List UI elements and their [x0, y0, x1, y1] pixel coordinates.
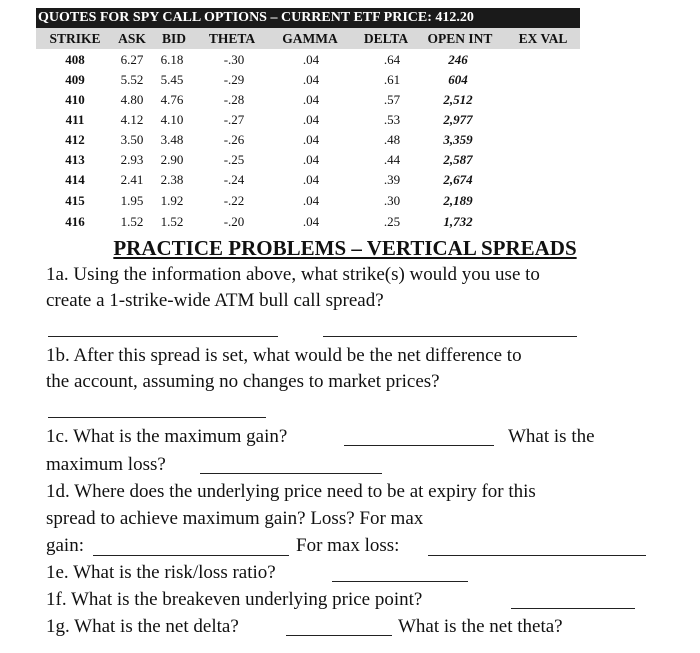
question-1f: 1f. What is the breakeven underlying price point? — [46, 589, 423, 610]
bid-cell: 4.10 — [160, 112, 184, 127]
strike-cell: 415 — [65, 193, 85, 208]
header-ex-val: EX VAL — [518, 31, 568, 46]
gamma-cell: .04 — [302, 152, 320, 167]
table-row — [36, 130, 580, 150]
gamma-cell: .04 — [302, 52, 320, 67]
gamma-cell: .04 — [302, 112, 320, 127]
delta-cell: .25 — [383, 214, 401, 229]
bid-cell: 6.18 — [160, 52, 184, 67]
delta-cell: .39 — [383, 172, 401, 187]
open-int-cell: 246 — [448, 52, 468, 67]
question-1a-line-1: 1a. Using the information above, what strike(s) would you use to — [46, 264, 540, 285]
gamma-cell: .04 — [302, 72, 320, 87]
open-int-cell: 1,732 — [443, 214, 473, 229]
question-1a-line-2: create a 1-strike-wide ATM bull call spread? — [46, 290, 384, 311]
gamma-cell: .04 — [302, 193, 320, 208]
ask-cell: 6.27 — [120, 52, 144, 67]
bid-cell: 2.38 — [160, 172, 184, 187]
answer-blank-max-gain-price[interactable] — [93, 555, 289, 556]
question-1b-line-1: 1b. After this spread is set, what would be the net difference to — [46, 345, 522, 366]
answer-blank-breakeven[interactable] — [511, 608, 635, 609]
header-gamma: GAMMA — [282, 31, 338, 46]
delta-cell: .48 — [383, 132, 401, 147]
bid-cell: 2.90 — [160, 152, 184, 167]
answer-blank-net-delta[interactable] — [286, 635, 392, 636]
question-1c-part-1: 1c. What is the maximum gain? — [46, 426, 288, 447]
theta-cell: -.25 — [223, 152, 245, 167]
table-row — [36, 212, 580, 232]
delta-cell: .53 — [383, 112, 401, 127]
bid-cell: 1.92 — [160, 193, 184, 208]
ask-cell: 3.50 — [120, 132, 144, 147]
ask-cell: 1.95 — [120, 193, 144, 208]
open-int-cell: 2,512 — [443, 92, 473, 107]
theta-cell: -.26 — [223, 132, 245, 147]
strike-cell: 413 — [65, 152, 85, 167]
answer-blank-1a-first[interactable] — [48, 336, 278, 337]
table-title: QUOTES FOR SPY CALL OPTIONS – CURRENT ETF PRICE: 412.20 — [36, 8, 580, 28]
header-ask: ASK — [118, 31, 146, 46]
open-int-cell: 604 — [448, 72, 468, 87]
table-header-row — [36, 28, 580, 49]
bid-cell: 4.76 — [160, 92, 184, 107]
gamma-cell: .04 — [302, 172, 320, 187]
theta-cell: -.20 — [223, 214, 245, 229]
table-row — [36, 150, 580, 170]
theta-cell: -.27 — [223, 112, 245, 127]
question-1g-part-2: What is the net theta? — [398, 616, 563, 637]
answer-blank-1b[interactable] — [48, 417, 266, 418]
table-row — [36, 50, 580, 70]
ask-cell: 2.93 — [120, 152, 144, 167]
ask-cell: 4.80 — [120, 92, 144, 107]
answer-blank-risk-loss-ratio[interactable] — [332, 581, 468, 582]
question-1g-part-1: 1g. What is the net delta? — [46, 616, 239, 637]
ask-cell: 5.52 — [120, 72, 144, 87]
delta-cell: .30 — [383, 193, 401, 208]
section-title: PRACTICE PROBLEMS – VERTICAL SPREADS — [113, 236, 577, 260]
delta-cell: .57 — [383, 92, 401, 107]
open-int-cell: 2,977 — [443, 112, 473, 127]
theta-cell: -.28 — [223, 92, 245, 107]
header-open-int: OPEN INT — [427, 31, 493, 46]
header-strike: STRIKE — [49, 31, 101, 46]
delta-cell: .44 — [383, 152, 401, 167]
delta-cell: .64 — [383, 52, 401, 67]
gamma-cell: .04 — [302, 92, 320, 107]
table-row — [36, 170, 580, 190]
answer-blank-max-loss-price[interactable] — [428, 555, 646, 556]
open-int-cell: 3,359 — [443, 132, 473, 147]
table-row — [36, 191, 580, 211]
question-1d-loss-label: For max loss: — [296, 535, 400, 556]
ask-cell: 2.41 — [120, 172, 144, 187]
bid-cell: 3.48 — [160, 132, 184, 147]
table-row — [36, 90, 580, 110]
strike-cell: 412 — [65, 132, 85, 147]
question-1e: 1e. What is the risk/loss ratio? — [46, 562, 276, 583]
question-1d-line-2: spread to achieve maximum gain? Loss? For max — [46, 508, 424, 529]
header-theta: THETA — [208, 31, 256, 46]
table-row — [36, 110, 580, 130]
question-1c-part-2: What is the — [508, 426, 595, 447]
header-bid: BID — [161, 31, 186, 46]
delta-cell: .61 — [383, 72, 401, 87]
open-int-cell: 2,674 — [443, 172, 473, 187]
answer-blank-max-gain[interactable] — [344, 445, 494, 446]
question-1d-gain-label: gain: — [46, 535, 84, 556]
open-int-cell: 2,587 — [443, 152, 473, 167]
question-1c-line-2: maximum loss? — [46, 454, 166, 475]
open-int-cell: 2,189 — [443, 193, 473, 208]
theta-cell: -.24 — [223, 172, 245, 187]
strike-cell: 414 — [65, 172, 85, 187]
header-delta: DELTA — [363, 31, 409, 46]
ask-cell: 1.52 — [120, 214, 144, 229]
theta-cell: -.29 — [223, 72, 245, 87]
question-1b-line-2: the account, assuming no changes to market prices? — [46, 371, 440, 392]
answer-blank-max-loss[interactable] — [200, 473, 382, 474]
bid-cell: 5.45 — [160, 72, 184, 87]
theta-cell: -.22 — [223, 193, 245, 208]
strike-cell: 411 — [65, 112, 85, 127]
strike-cell: 416 — [65, 214, 85, 229]
bid-cell: 1.52 — [160, 214, 184, 229]
strike-cell: 408 — [65, 52, 85, 67]
answer-blank-1a-second[interactable] — [323, 336, 577, 337]
question-1d-line-1: 1d. Where does the underlying price need to be at expiry for this — [46, 481, 536, 502]
strike-cell: 410 — [65, 92, 85, 107]
table-row — [36, 70, 580, 90]
gamma-cell: .04 — [302, 214, 320, 229]
ask-cell: 4.12 — [120, 112, 144, 127]
strike-cell: 409 — [65, 72, 85, 87]
gamma-cell: .04 — [302, 132, 320, 147]
theta-cell: -.30 — [223, 52, 245, 67]
